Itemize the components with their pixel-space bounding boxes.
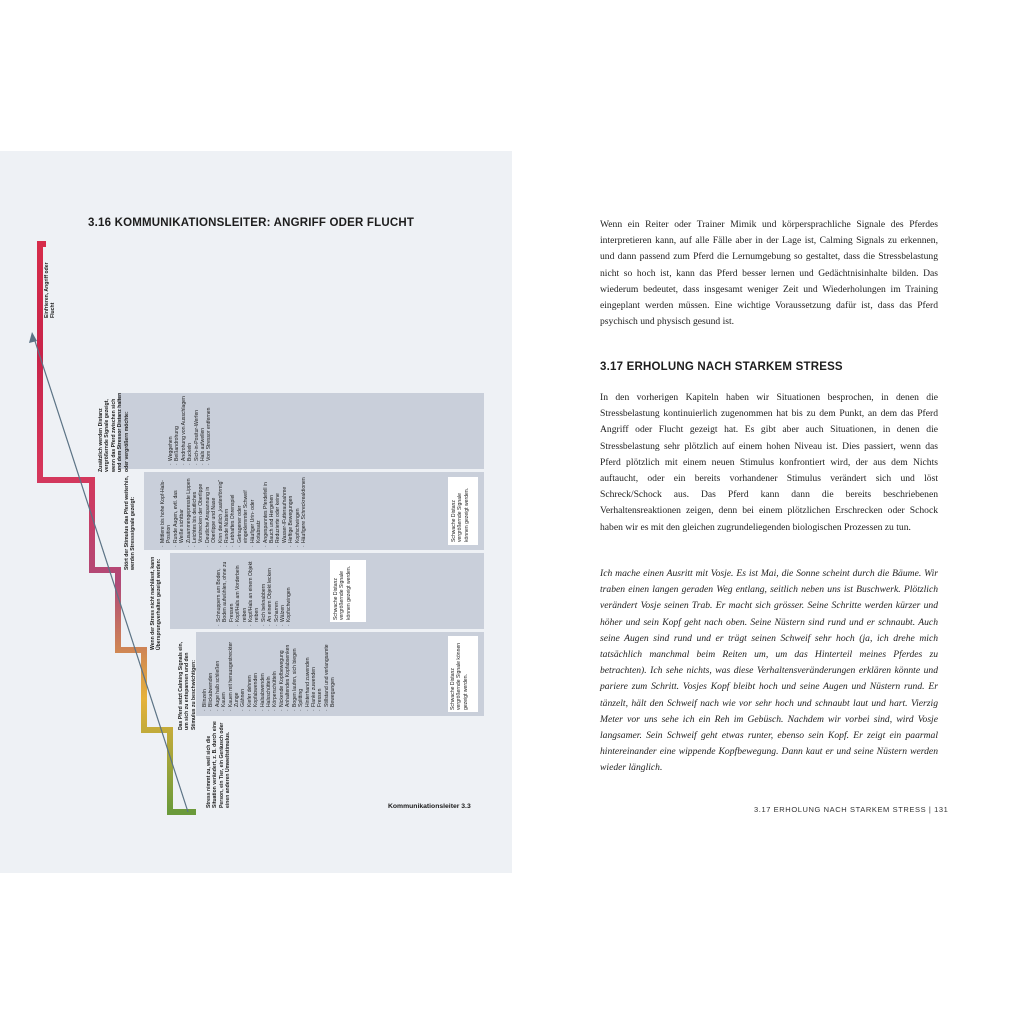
note-4: Schwache Distanz vergrößernde Signale können gezeigt werden.: [451, 487, 470, 542]
item-5-3: · Androhung von Ausschlagen: [181, 396, 187, 461]
item-2-11: · Körperschütteln: [272, 636, 278, 707]
item-5-7: · Vom Stressor entfernen: [206, 396, 212, 461]
step-4-header: Stört der Stimulus das Pferd weiterhin, werden Stresssignale gezeigt:: [124, 476, 137, 570]
item-4-15: · Häufigere Schreckreaktionen: [301, 476, 307, 543]
intro-text: Wenn ein Reiter oder Trainer Mimik und körpersprachliche Signale des Pferdes interpretieren kann, auf alle Fälle aber in der Lage ist, Calming Signals zu erkennen, und dann passend zum Pferd die Lernumgebung so gestaltet, dass die Stressbelastung nicht so hoch ist, kann das Pferd besser lernen und Gedächtnisinhalte bilden. Das wiederum bedeutet, dass insgesamt weniger Zeit und Wiederholungen im Training eingeplant werden müssen. Eine wichtige Voraussetzung dafür ist, dass das Pferd psychisch und physisch gesund ist.: [600, 219, 938, 328]
step-2-note: [450, 638, 478, 710]
item-2-17: · Flanke zuwenden: [311, 636, 317, 707]
step-6-text: [44, 262, 76, 318]
item-4-3: · Zusammengepresste Lippen: [186, 476, 192, 543]
step-3-note: [333, 562, 365, 620]
step-6-header: Einfrieren, Angriff oder Flucht: [44, 262, 57, 318]
item-2-10: · Halsschütteln: [266, 636, 272, 707]
item-4-11: · Angespanntes Pferdefell in Bauch und Hergehen: [263, 476, 276, 543]
item-5-1: · Weggehen: [168, 396, 174, 461]
item-2-5: · Kauen mit herausgestreckter Zunge: [228, 636, 241, 707]
item-2-8: · Kopfabwenden: [253, 636, 259, 707]
item-2-19: · Stillstand und verlangsamte Bewegungen: [324, 636, 337, 707]
item-4-13: · Heftige Bewegungen: [288, 476, 294, 543]
item-4-4: · Leichtes bis deutliches Vorstrecken der Oberlippe: [192, 476, 205, 543]
item-5-4: · Buckeln: [187, 396, 193, 461]
item-2-18: · Fressen: [317, 636, 323, 707]
step-5-header: Zusätzlich werden Distanz vergrößernde Signale gezeigt, wenn das Pferd zwischen sich und dem Stressor Distanz halten oder vergrößern möchte:: [98, 392, 130, 472]
item-2-16: · Hinterhand zuwenden: [305, 636, 311, 707]
section-title: 3.17 ERHOLUNG NACH STARKEM STRESS: [600, 361, 843, 373]
figure-caption: Kommunikationsleiter 3.3: [388, 803, 471, 810]
step-1-text: [206, 720, 276, 808]
ladder-section-title: 3.16 KOMMUNIKATIONSLEITER: ANGRIFF ODER FLUCHT: [88, 217, 415, 229]
step-5-text: [98, 392, 160, 472]
step-3-header: Wenn der Stress nicht nachlässt, kann Übersprungverhalten gezeigt werden:: [150, 556, 163, 650]
stress-arrow-head: [29, 332, 37, 343]
item-4-14: · Kopfschwingen: [295, 476, 301, 543]
item-4-8: · Lebhaftes Ohrenspiel: [230, 476, 236, 543]
item-2-15: · Splitting: [298, 636, 304, 707]
step-4-note: [451, 478, 479, 542]
item-4-9: · Getragener oder eingeklemmter Schweif: [237, 476, 250, 543]
step-4-items: [160, 476, 446, 548]
item-2-3: · Auge halb schließen: [215, 636, 221, 707]
item-2-12: · Nickende Kopfbewegung: [279, 636, 285, 707]
item-3-8: · Kopfschwingen: [286, 557, 292, 622]
item-2-14: · Bogen laufen, sich biegen: [292, 636, 298, 707]
item-2-13: · Anhaltendes Kopfabsenken: [285, 636, 291, 707]
item-2-6: · Gähnen: [240, 636, 246, 707]
step-1-header: Stress nimmt zu, weil sich die Situation verändert, z. B. durch eine Person, ein Tier, ein Geräusch oder einen anderen Umweltstimulus.: [206, 721, 232, 808]
item-4-10: · Häufiger Urin- oder Kotabsatz: [250, 476, 263, 543]
item-3-3: · Kopf/Hals an einem Objekt reiben: [248, 557, 261, 622]
intro-paragraph: [600, 217, 938, 330]
item-4-7: · Runde Nüstern: [224, 476, 230, 543]
item-4-2: · Runde Augen, evtl. das Weiße sichtbar: [173, 476, 186, 543]
note-3: Schwache Distanz vergrößernde Signale können gezeigt werden.: [333, 565, 352, 620]
anecdote-paragraph: [600, 566, 938, 777]
item-4-6: · Kinn deutlich „kastenförmig“: [218, 476, 224, 543]
item-5-2: · Beißandrohung: [174, 396, 180, 461]
item-3-5: · An einem Objekt lecken: [267, 557, 273, 622]
page-footer: 3.17 ERHOLUNG NACH STARKEM STRESS | 131: [754, 805, 949, 814]
item-3-1: · Schnuppern am Boden, Boden aufwühlen, ohne zu Fressen: [216, 557, 235, 622]
item-5-5: · Sich-in-Positur-Werfen: [194, 396, 200, 461]
step-5-items: [168, 396, 268, 466]
anecdote-text: Ich mache einen Ausritt mit Vosje. Es ist Mai, die Sonne scheint durch die Bäume. Wir traben einen langen geraden Weg entlang, seitlich neben uns ist Buschwerk. Plötzlich verändert Vosje seinen Trab. Er macht sich grösser. Seine Schritte werden kürzer und höher und sein Kopf geht nach oben. Seine Nüstern sind rund und er schnaubt. Auch seine Augen sind rund und er trägt seinen Schweif sehr hoch (ja, ich drehe mich tatsächlich manchmal beim Reiten um, um das Hinterteil meines Pferdes zu betrachten). Ich sehe nichts, was diese Verhaltensveränderungen erklären könnte und pariere zum Schritt. Vosjes Kopf bleibt hoch und seine Augen und Nüstern rund. Er tänzelt, hält den Schweif nach wie vor sehr hoch und schnaubt laut und hart. Vierzig Meter vor uns sehe ich ein Reh im Gebüsch. Nachdem wir vorbei sind, wird Vosje langsamer. Sein Schweif geht etwas runter, ebenso sein Kopf. Er zeigt ein paarmal hintereinander eine wippende Kopfbewegung. Dann kaut er und seine Nüstern werden wieder länglich.: [600, 568, 938, 774]
item-2-9: · Halsabwenden: [260, 636, 266, 707]
section-paragraph: [600, 390, 938, 536]
item-3-7: · Wälzen: [280, 557, 286, 622]
item-3-4: · Sich beknabbern: [261, 557, 267, 622]
item-4-5: · Deutliche Anspannung in Oberlippe und Nase: [205, 476, 218, 543]
step-2-header: Das Pferd setzt Calming Signals ein, um sich zu entspannen und den Stimulus zu beschwichtigen:: [178, 641, 197, 730]
item-3-2: · Kopf/Hals am Vorderbein reiben: [235, 557, 248, 622]
item-3-6: · Scharren: [274, 557, 280, 622]
item-5-6: · Hals aufwellen: [200, 396, 206, 461]
item-2-1: · Blinzeln: [202, 636, 208, 707]
item-2-4: · Kauen: [221, 636, 227, 707]
item-2-7: · Kiefer dehnen: [247, 636, 253, 707]
step-2-items: [202, 636, 446, 712]
item-2-2: · Blickabwenden: [208, 636, 214, 707]
note-2: Schwache Distanz vergrößernde Signale können gezeigt werden.: [450, 642, 469, 710]
item-4-12: · Reduzierte oder keine Wasser-/Futteraufnahme: [275, 476, 288, 543]
section-text: In den vorherigen Kapiteln haben wir Situationen besprochen, in denen die Stressbelastung kontinuierlich zugenommen hat bis zu dem Punkt, an dem das Pferd Angriff oder Flucht gezeigt hat. Es gibt aber auch Situationen, in denen die Stressbelastung sehr plötzlich auf einem hohen Niveau ist. Dies passiert, wenn das Pferd plötzlich mit einem neuen Stimulus konfrontiert wird, der aus dem Nichts auftaucht, oder ein bereits vorhandener Stimulus verändert sich und löst Schreck/Schock aus. Das Pferd kann dann die bereits beschriebenen Verhaltensreaktionen zeigen, denn bei einem plötzlichen Erschrecken oder Schock haben wir es mit den gleichen zugrundeliegenden biologischen Prozessen zu tun.: [600, 392, 938, 533]
item-4-1: · Mittlere bis hohe Kopf-Hals-Position: [160, 476, 173, 543]
step-3-items: [216, 557, 326, 627]
